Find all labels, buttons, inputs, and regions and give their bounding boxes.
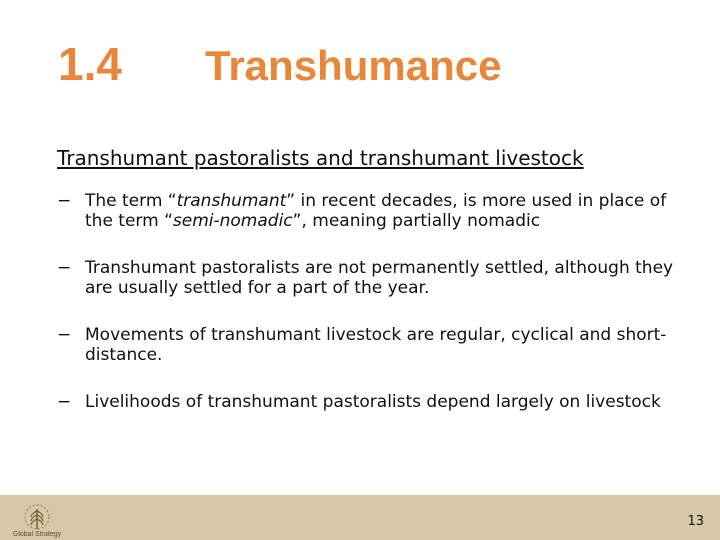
bullet-text: The term “transhumant” in recent decades, is more used in place of the term “semi-nomadic”, meaning partially nomadic (85, 191, 667, 231)
section-number: 1.4 (58, 38, 122, 90)
wheat-icon (17, 503, 57, 531)
bullet-text: Transhumant pastoralists are not permanently settled, although they are usually settled for a part of the year. (85, 258, 674, 298)
term-transhumant: transhumant (176, 191, 287, 211)
bullet-dash: − (57, 325, 72, 345)
bullet-item (57, 392, 697, 412)
bullet-dash: − (57, 392, 72, 412)
bullet-text: Movements of transhumant livestock are regular, cyclical and short-distance. (85, 325, 667, 365)
bullet-text: Livelihoods of transhumant pastoralists depend largely on livestock (85, 392, 661, 412)
bullet-dash: − (57, 191, 72, 211)
bullet-item (57, 191, 697, 231)
bullet-item (57, 325, 697, 365)
footer-bar (0, 495, 720, 540)
logo-text: Global Strategy (12, 531, 62, 538)
term-semi-nomadic: semi-nomadic (172, 211, 293, 231)
bullet-item (57, 258, 697, 298)
page-number: 13 (687, 514, 704, 529)
subheading: Transhumant pastoralists and transhumant livestock (57, 146, 584, 170)
global-strategy-logo (10, 497, 64, 539)
slide-title: Transhumance (205, 42, 502, 89)
bullet-dash: − (57, 258, 72, 278)
bullet-list (57, 191, 697, 439)
